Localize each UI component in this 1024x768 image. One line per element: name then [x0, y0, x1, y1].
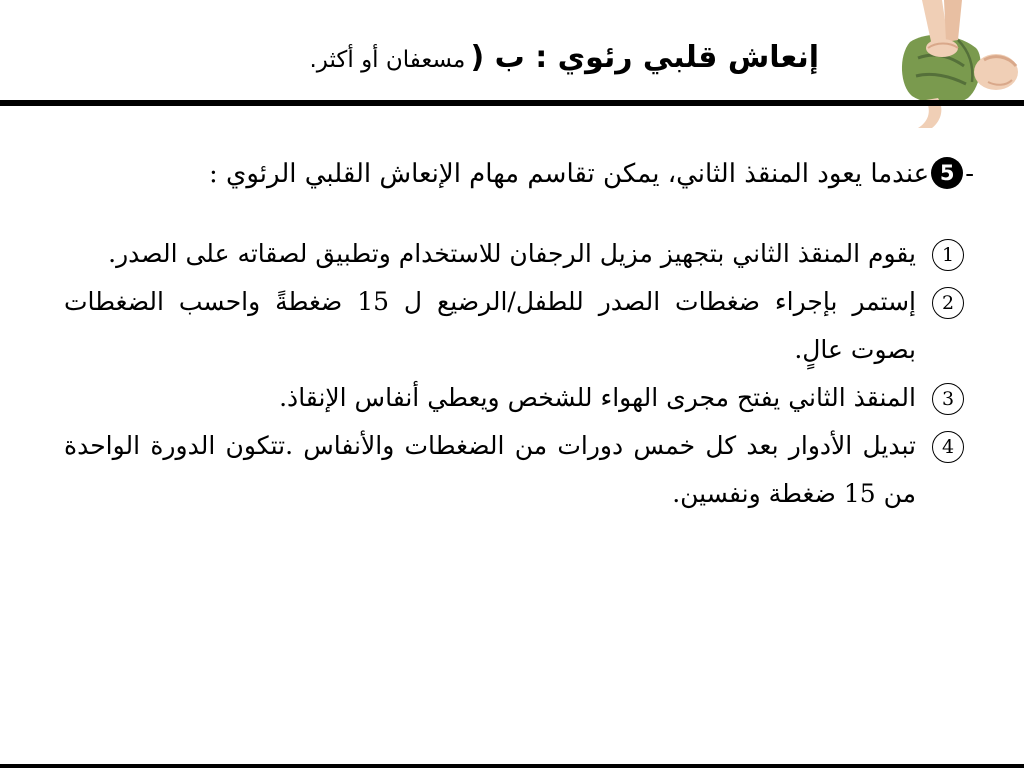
slide-title [119, 30, 819, 86]
footer-divider [0, 764, 1024, 768]
step-number-badge: 5 [931, 157, 963, 189]
list-item [64, 374, 964, 422]
list-item [64, 422, 964, 518]
circled-number: 4 [932, 431, 964, 463]
steps-list [64, 230, 964, 518]
list-item-text: المنقذ الثاني يفتح مجرى الهواء للشخص ويعطي أنفاس الإنقاذ. [279, 383, 916, 412]
list-item [64, 230, 964, 278]
list-item-text: يقوم المنقذ الثاني بتجهيز مزيل الرجفان للاستخدام وتطبيق لصقاته على الصدر. [108, 239, 916, 268]
intro-line [44, 150, 974, 198]
slide-title-main: إنعاش قلبي رئوي : ب ( [470, 40, 819, 75]
circled-number: 3 [932, 383, 964, 415]
cpr-chest-compression-illustration [888, 0, 1024, 130]
circled-number: 1 [932, 239, 964, 271]
list-item-text: إستمر بإجراء ضغطات الصدر للطفل/الرضيع ل 15 ضغطةً واحسب الضغطات بصوت عالٍ. [64, 287, 916, 364]
intro-dash: - [965, 159, 974, 189]
list-item [64, 278, 964, 374]
list-item-text: تبديل الأدوار بعد كل خمس دورات من الضغطات والأنفاس .تتكون الدورة الواحدة من 15 ضغطة ونفسين. [64, 431, 916, 508]
intro-text: عندما يعود المنقذ الثاني، يمكن تقاسم مهام الإنعاش القلبي الرئوي : [208, 159, 930, 189]
header-divider [0, 100, 1024, 106]
circled-number: 2 [932, 287, 964, 319]
slide-title-sub: مسعفان أو أكثر. [309, 47, 466, 73]
